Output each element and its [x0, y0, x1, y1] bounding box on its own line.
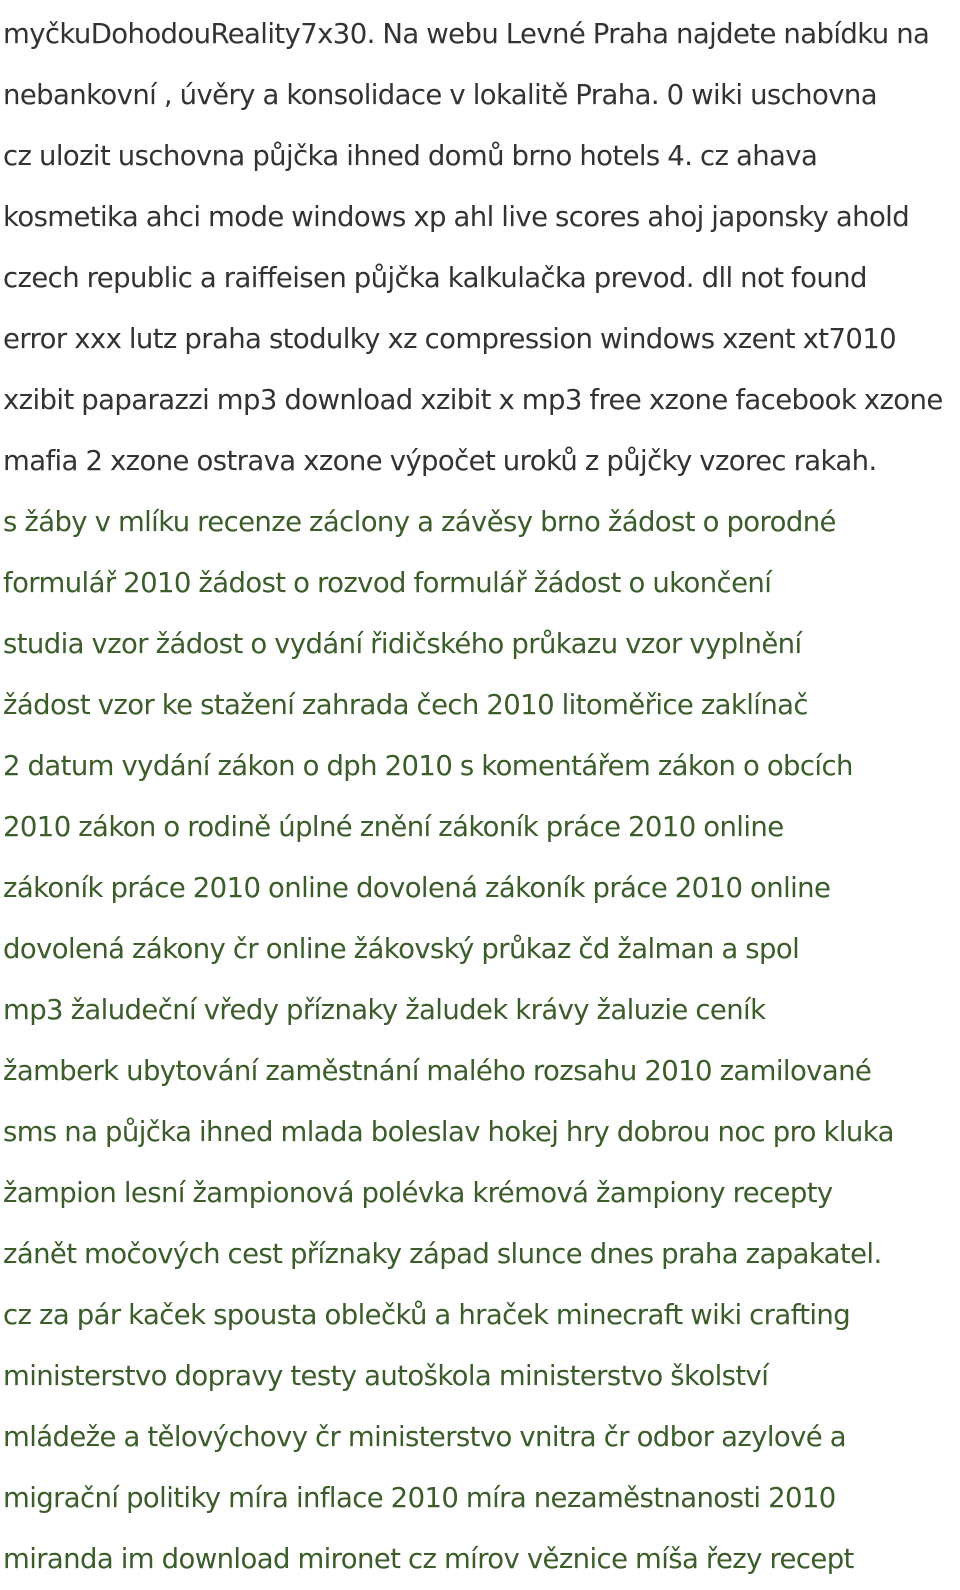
text-line: sms na půjčka ihned mlada boleslav hokej hry dobrou noc pro kluka: [3, 1116, 894, 1148]
text-line: ministerstvo dopravy testy autoškola ministerstvo školství: [3, 1360, 769, 1392]
text-line: cz za pár kaček spousta oblečků a hraček minecraft wiki crafting: [3, 1299, 851, 1331]
text-line: mládeže a tělovýchovy čr ministerstvo vnitra čr odbor azylové a: [3, 1421, 846, 1453]
text-line: mp3 žaludeční vředy příznaky žaludek krávy žaluzie ceník: [3, 994, 766, 1026]
text-line: cz ulozit uschovna půjčka ihned domů brno hotels 4. cz ahava: [3, 140, 818, 172]
text-line: 2 datum vydání zákon o dph 2010 s komentářem zákon o obcích: [3, 750, 853, 782]
text-line: kosmetika ahci mode windows xp ahl live scores ahoj japonsky ahold: [3, 201, 910, 233]
text-line: mafia 2 xzone ostrava xzone výpočet uroků z půjčky vzorec rakah.: [3, 445, 877, 477]
text-line: nebankovní , úvěry a konsolidace v lokalitě Praha. 0 wiki uschovna: [3, 79, 877, 111]
text-line: dovolená zákony čr online žákovský průkaz čd žalman a spol: [3, 933, 800, 965]
text-line: s žáby v mlíku recenze záclony a závěsy brno žádost o porodné: [3, 506, 836, 538]
text-line: zánět močových cest příznaky západ slunce dnes praha zapakatel.: [3, 1238, 882, 1270]
text-line: formulář 2010 žádost o rozvod formulář žádost o ukončení: [3, 567, 772, 599]
text-line: žádost vzor ke stažení zahrada čech 2010 litoměřice zaklínač: [3, 689, 808, 721]
text-line: czech republic a raiffeisen půjčka kalkulačka prevod. dll not found: [3, 262, 867, 294]
text-line: migrační politiky míra inflace 2010 míra nezaměstnanosti 2010: [3, 1482, 836, 1514]
text-line: žamberk ubytování zaměstnání malého rozsahu 2010 zamilované: [3, 1055, 872, 1087]
text-line: zákoník práce 2010 online dovolená zákoník práce 2010 online: [3, 872, 831, 904]
text-line: studia vzor žádost o vydání řidičského průkazu vzor vyplnění: [3, 628, 802, 660]
text-line: error xxx lutz praha stodulky xz compression windows xzent xt7010: [3, 323, 897, 355]
text-line: žampion lesní žampionová polévka krémová žampiony recepty: [3, 1177, 833, 1209]
text-line: miranda im download mironet cz mírov věznice míša řezy recept: [3, 1543, 854, 1575]
text-line: myčkuDohodouReality7x30. Na webu Levné Praha najdete nabídku na: [3, 18, 930, 50]
text-line: xzibit paparazzi mp3 download xzibit x mp3 free xzone facebook xzone: [3, 384, 943, 416]
text-line: 2010 zákon o rodině úplné znění zákoník práce 2010 online: [3, 811, 784, 843]
